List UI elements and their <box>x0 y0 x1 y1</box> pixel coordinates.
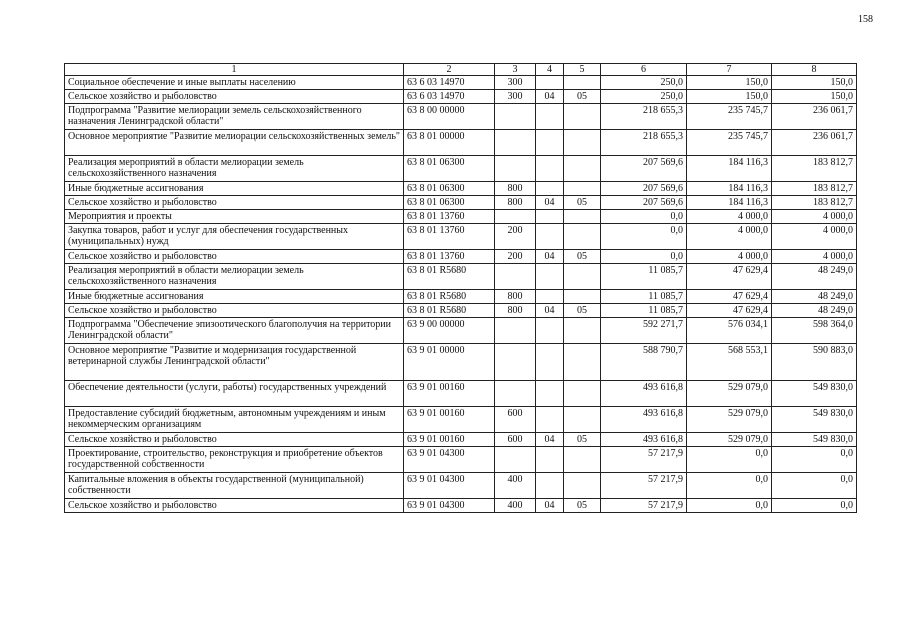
row-name-cell: Основное мероприятие "Развитие и модернизация государственной ветеринарной службы Ленинградской области" <box>65 344 404 381</box>
table-row <box>65 90 857 104</box>
row-col8-value: 48 249,0 <box>772 290 857 304</box>
row-col6-value: 218 655,3 <box>601 104 687 130</box>
table-row <box>65 407 857 433</box>
row-col5-cell: 05 <box>564 90 601 104</box>
row-col3-cell: 800 <box>495 290 536 304</box>
table-row <box>65 381 857 407</box>
row-col5-cell <box>564 104 601 130</box>
row-col4-cell <box>536 473 564 499</box>
row-col7-value: 47 629,4 <box>687 264 772 290</box>
row-name-cell: Подпрограмма "Развитие мелиорации земель сельскохозяйственного назначения Ленинградской области" <box>65 104 404 130</box>
table-row <box>65 210 857 224</box>
column-header: 3 <box>495 64 536 76</box>
row-col7-value: 0,0 <box>687 473 772 499</box>
row-code-cell: 63 9 01 04300 <box>404 447 495 473</box>
row-col6-value: 218 655,3 <box>601 130 687 156</box>
table-row <box>65 264 857 290</box>
row-code-cell: 63 8 01 R5680 <box>404 304 495 318</box>
row-name-cell: Сельское хозяйство и рыболовство <box>65 499 404 513</box>
row-col8-value: 0,0 <box>772 473 857 499</box>
table-row <box>65 196 857 210</box>
row-col5-cell <box>564 381 601 407</box>
row-col8-value: 549 830,0 <box>772 407 857 433</box>
table-row <box>65 499 857 513</box>
row-col7-value: 235 745,7 <box>687 104 772 130</box>
row-col7-value: 184 116,3 <box>687 156 772 182</box>
row-col3-cell: 800 <box>495 182 536 196</box>
row-col3-cell: 800 <box>495 304 536 318</box>
row-col5-cell: 05 <box>564 196 601 210</box>
row-col8-value: 150,0 <box>772 90 857 104</box>
row-name-cell: Реализация мероприятий в области мелиорации земель сельскохозяйственного назначения <box>65 156 404 182</box>
row-code-cell: 63 8 01 06300 <box>404 196 495 210</box>
row-col6-value: 57 217,9 <box>601 499 687 513</box>
row-name-cell: Мероприятия и проекты <box>65 210 404 224</box>
row-col3-cell: 600 <box>495 433 536 447</box>
row-col4-cell <box>536 210 564 224</box>
table-row <box>65 433 857 447</box>
table-row <box>65 304 857 318</box>
row-name-cell: Капитальные вложения в объекты государственной (муниципальной) собственности <box>65 473 404 499</box>
row-col4-cell: 04 <box>536 433 564 447</box>
table-row <box>65 76 857 90</box>
row-code-cell: 63 8 01 R5680 <box>404 290 495 304</box>
row-code-cell: 63 9 01 00000 <box>404 344 495 381</box>
row-col6-value: 493 616,8 <box>601 381 687 407</box>
row-col3-cell: 600 <box>495 407 536 433</box>
row-col7-value: 4 000,0 <box>687 224 772 250</box>
row-name-cell: Обеспечение деятельности (услуги, работы) государственных учреждений <box>65 381 404 407</box>
row-col4-cell <box>536 104 564 130</box>
row-code-cell: 63 8 00 00000 <box>404 104 495 130</box>
row-col5-cell <box>564 76 601 90</box>
row-col4-cell <box>536 447 564 473</box>
table-row <box>65 156 857 182</box>
row-col3-cell: 200 <box>495 250 536 264</box>
row-col4-cell <box>536 182 564 196</box>
row-code-cell: 63 8 01 13760 <box>404 250 495 264</box>
row-name-cell: Сельское хозяйство и рыболовство <box>65 196 404 210</box>
table-row <box>65 182 857 196</box>
row-col4-cell <box>536 264 564 290</box>
row-col8-value: 4 000,0 <box>772 210 857 224</box>
row-col7-value: 184 116,3 <box>687 182 772 196</box>
row-col8-value: 4 000,0 <box>772 224 857 250</box>
row-col6-value: 207 569,6 <box>601 196 687 210</box>
row-col8-value: 183 812,7 <box>772 196 857 210</box>
row-col3-cell <box>495 381 536 407</box>
page-number: 158 <box>858 14 873 25</box>
row-code-cell: 63 8 01 R5680 <box>404 264 495 290</box>
column-header: 5 <box>564 64 601 76</box>
row-col5-cell <box>564 182 601 196</box>
row-col6-value: 592 271,7 <box>601 318 687 344</box>
row-col7-value: 150,0 <box>687 76 772 90</box>
row-col4-cell <box>536 344 564 381</box>
row-col3-cell <box>495 447 536 473</box>
row-col8-value: 236 061,7 <box>772 130 857 156</box>
row-code-cell: 63 8 01 13760 <box>404 210 495 224</box>
row-col8-value: 150,0 <box>772 76 857 90</box>
row-col4-cell: 04 <box>536 90 564 104</box>
row-col5-cell <box>564 447 601 473</box>
row-col6-value: 0,0 <box>601 210 687 224</box>
row-col7-value: 0,0 <box>687 499 772 513</box>
row-col5-cell: 05 <box>564 433 601 447</box>
row-code-cell: 63 9 00 00000 <box>404 318 495 344</box>
row-col7-value: 0,0 <box>687 447 772 473</box>
table-row <box>65 290 857 304</box>
row-col5-cell <box>564 318 601 344</box>
row-name-cell: Сельское хозяйство и рыболовство <box>65 304 404 318</box>
table-row <box>65 250 857 264</box>
row-col3-cell: 400 <box>495 499 536 513</box>
table-row <box>65 473 857 499</box>
row-col8-value: 48 249,0 <box>772 304 857 318</box>
table-row <box>65 447 857 473</box>
row-code-cell: 63 8 01 13760 <box>404 224 495 250</box>
row-col6-value: 11 085,7 <box>601 304 687 318</box>
row-name-cell: Социальное обеспечение и иные выплаты населению <box>65 76 404 90</box>
row-col4-cell <box>536 224 564 250</box>
row-col8-value: 236 061,7 <box>772 104 857 130</box>
row-col6-value: 0,0 <box>601 250 687 264</box>
row-col4-cell <box>536 318 564 344</box>
budget-table <box>64 63 857 513</box>
row-col5-cell <box>564 473 601 499</box>
row-col3-cell: 300 <box>495 90 536 104</box>
row-col4-cell <box>536 381 564 407</box>
row-col3-cell <box>495 210 536 224</box>
row-name-cell: Предоставление субсидий бюджетным, автономным учреждениям и иным некоммерческим организациям <box>65 407 404 433</box>
row-col3-cell: 800 <box>495 196 536 210</box>
row-col5-cell: 05 <box>564 499 601 513</box>
table-row <box>65 224 857 250</box>
row-col7-value: 235 745,7 <box>687 130 772 156</box>
row-name-cell: Сельское хозяйство и рыболовство <box>65 250 404 264</box>
row-col5-cell <box>564 224 601 250</box>
row-col5-cell <box>564 130 601 156</box>
table-row <box>65 130 857 156</box>
row-col3-cell <box>495 130 536 156</box>
row-col6-value: 250,0 <box>601 76 687 90</box>
row-col3-cell: 400 <box>495 473 536 499</box>
row-name-cell: Закупка товаров, работ и услуг для обеспечения государственных (муниципальных) нужд <box>65 224 404 250</box>
row-name-cell: Сельское хозяйство и рыболовство <box>65 90 404 104</box>
row-col7-value: 529 079,0 <box>687 433 772 447</box>
header-row <box>65 64 857 76</box>
row-col5-cell <box>564 210 601 224</box>
row-code-cell: 63 9 01 04300 <box>404 473 495 499</box>
row-col3-cell <box>495 156 536 182</box>
row-name-cell: Сельское хозяйство и рыболовство <box>65 433 404 447</box>
row-col6-value: 11 085,7 <box>601 290 687 304</box>
column-header: 1 <box>65 64 404 76</box>
row-col7-value: 184 116,3 <box>687 196 772 210</box>
row-name-cell: Реализация мероприятий в области мелиорации земель сельскохозяйственного назначения <box>65 264 404 290</box>
row-col6-value: 207 569,6 <box>601 182 687 196</box>
row-col6-value: 11 085,7 <box>601 264 687 290</box>
row-col8-value: 0,0 <box>772 447 857 473</box>
row-col5-cell <box>564 290 601 304</box>
row-col6-value: 57 217,9 <box>601 447 687 473</box>
row-name-cell: Проектирование, строительство, реконструкция и приобретение объектов государственной собственности <box>65 447 404 473</box>
row-col5-cell <box>564 407 601 433</box>
column-header: 7 <box>687 64 772 76</box>
row-name-cell: Подпрограмма "Обеспечение эпизоотического благополучия на территории Ленинградской области" <box>65 318 404 344</box>
row-col8-value: 549 830,0 <box>772 433 857 447</box>
row-col8-value: 4 000,0 <box>772 250 857 264</box>
column-header: 8 <box>772 64 857 76</box>
column-header: 4 <box>536 64 564 76</box>
row-col4-cell <box>536 156 564 182</box>
row-col4-cell <box>536 130 564 156</box>
row-name-cell: Иные бюджетные ассигнования <box>65 182 404 196</box>
row-col7-value: 150,0 <box>687 90 772 104</box>
row-col7-value: 529 079,0 <box>687 407 772 433</box>
row-col7-value: 47 629,4 <box>687 290 772 304</box>
row-col7-value: 4 000,0 <box>687 210 772 224</box>
row-col6-value: 493 616,8 <box>601 433 687 447</box>
row-code-cell: 63 8 01 06300 <box>404 156 495 182</box>
row-col5-cell <box>564 344 601 381</box>
row-col5-cell: 05 <box>564 304 601 318</box>
row-col3-cell: 300 <box>495 76 536 90</box>
row-col8-value: 48 249,0 <box>772 264 857 290</box>
row-col3-cell <box>495 104 536 130</box>
row-name-cell: Основное мероприятие "Развитие мелиорации сельскохозяйственных земель" <box>65 130 404 156</box>
row-code-cell: 63 9 01 04300 <box>404 499 495 513</box>
row-col8-value: 598 364,0 <box>772 318 857 344</box>
row-col4-cell <box>536 407 564 433</box>
row-col6-value: 250,0 <box>601 90 687 104</box>
row-col3-cell <box>495 318 536 344</box>
row-code-cell: 63 9 01 00160 <box>404 433 495 447</box>
row-code-cell: 63 9 01 00160 <box>404 381 495 407</box>
row-col7-value: 4 000,0 <box>687 250 772 264</box>
row-col3-cell: 200 <box>495 224 536 250</box>
row-col4-cell: 04 <box>536 499 564 513</box>
row-col4-cell <box>536 76 564 90</box>
row-col8-value: 183 812,7 <box>772 156 857 182</box>
row-name-cell: Иные бюджетные ассигнования <box>65 290 404 304</box>
row-col4-cell <box>536 290 564 304</box>
row-col4-cell: 04 <box>536 304 564 318</box>
row-col6-value: 0,0 <box>601 224 687 250</box>
table-row <box>65 318 857 344</box>
row-col8-value: 590 883,0 <box>772 344 857 381</box>
row-code-cell: 63 6 03 14970 <box>404 90 495 104</box>
row-col3-cell <box>495 264 536 290</box>
row-col6-value: 493 616,8 <box>601 407 687 433</box>
row-col5-cell <box>564 264 601 290</box>
row-col4-cell: 04 <box>536 250 564 264</box>
row-code-cell: 63 8 01 06300 <box>404 182 495 196</box>
row-col5-cell: 05 <box>564 250 601 264</box>
row-col7-value: 568 553,1 <box>687 344 772 381</box>
row-col4-cell: 04 <box>536 196 564 210</box>
row-code-cell: 63 8 01 00000 <box>404 130 495 156</box>
row-col8-value: 0,0 <box>772 499 857 513</box>
row-col6-value: 57 217,9 <box>601 473 687 499</box>
row-col3-cell <box>495 344 536 381</box>
row-code-cell: 63 9 01 00160 <box>404 407 495 433</box>
table-row <box>65 104 857 130</box>
row-col7-value: 529 079,0 <box>687 381 772 407</box>
column-header: 6 <box>601 64 687 76</box>
row-col8-value: 183 812,7 <box>772 182 857 196</box>
table-row <box>65 344 857 381</box>
row-col7-value: 47 629,4 <box>687 304 772 318</box>
row-col6-value: 588 790,7 <box>601 344 687 381</box>
row-col5-cell <box>564 156 601 182</box>
column-header: 2 <box>404 64 495 76</box>
row-code-cell: 63 6 03 14970 <box>404 76 495 90</box>
row-col6-value: 207 569,6 <box>601 156 687 182</box>
row-col7-value: 576 034,1 <box>687 318 772 344</box>
row-col8-value: 549 830,0 <box>772 381 857 407</box>
